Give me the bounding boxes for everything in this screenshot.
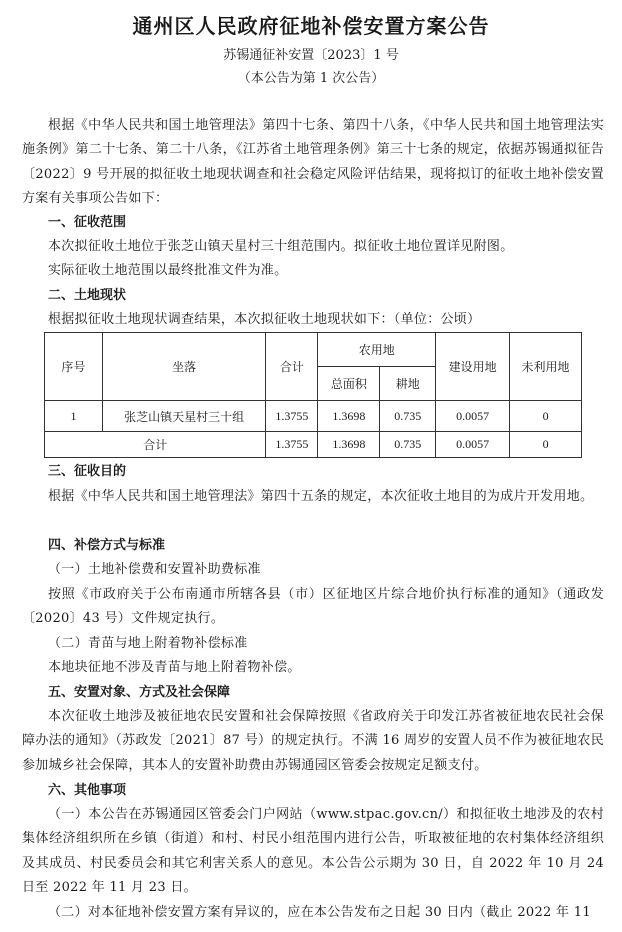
section3-paragraph: 根据《中华人民共和国土地管理法》第四十五条的规定，本次征收土地目的为成片开发用地。: [48, 489, 594, 504]
header-unused: 未利用地: [510, 333, 582, 401]
section5-heading: 五、安置对象、方式及社会保障: [48, 685, 231, 700]
section3-heading: 三、征收目的: [48, 464, 127, 479]
header-farm-total: 总面积: [318, 367, 380, 401]
row-seq: 1: [45, 401, 103, 432]
header-location: 坐落: [102, 333, 266, 401]
document-number: 苏锡通征补安置〔2023〕1 号: [223, 48, 399, 63]
notice-title: 通州区人民政府征地补偿安置方案公告: [132, 14, 490, 38]
sum-unused: 0: [510, 432, 582, 458]
row-farm-total: 1.3698: [318, 401, 380, 432]
section1-line1: 本次拟征收土地位于张芝山镇天星村三十组范围内。拟征收土地位置详见附图。: [48, 239, 514, 254]
section4-line2: 本地块征地不涉及青苗与地上附着物补偿。: [48, 660, 301, 675]
section4-sub2: （二）青苗与地上附着物补偿标准: [48, 636, 248, 651]
section2-heading: 二、土地现状: [48, 288, 127, 303]
row-total: 1.3755: [266, 401, 318, 432]
row-location: 张芝山镇天星村三十组: [102, 401, 266, 432]
section1-line2: 实际征收土地范围以最终批准文件为准。: [48, 263, 288, 278]
sum-label: 合计: [45, 432, 266, 458]
row-arable: 0.735: [380, 401, 436, 432]
intro-paragraph: 根据《中华人民共和国土地管理法》第四十七条、第四十八条，《中华人民共和国土地管理法实施条例》第二十七条、第二十八条，《江苏省土地管理条例》第三十七条的规定，依据苏锡通拟征告〔2022〕9 号开展的拟征收土地现状调查和社会稳定风险评估结果，现将拟订的征收土地补偿安置方案有关事项公告如下：: [22, 118, 604, 207]
header-seq: 序号: [45, 333, 103, 401]
table-row: [45, 401, 582, 432]
sum-total: 1.3755: [266, 432, 318, 458]
section4-sub1: （一）土地补偿费和安置补助费标准: [48, 562, 261, 577]
table-sum-row: [45, 432, 582, 458]
section6-heading: 六、其他事项: [48, 783, 127, 798]
section4-paragraph1: 按照《市政府关于公布南通市所辖各县（市）区征地区片综合地价执行标准的通知》（通政发〔2020〕43 号）文件规定执行。: [22, 587, 604, 627]
header-total: 合计: [266, 333, 318, 401]
row-construction: 0.0057: [436, 401, 510, 432]
land-status-table: [44, 332, 582, 458]
header-arable: 耕地: [380, 367, 436, 401]
section1-heading: 一、征收范围: [48, 215, 127, 230]
header-farmland: 农用地: [318, 333, 436, 367]
sum-farm-total: 1.3698: [318, 432, 380, 458]
row-unused: 0: [510, 401, 582, 432]
header-construction: 建设用地: [436, 333, 510, 401]
section2-line1: 根据拟征收土地现状调查结果，本次拟征收土地现状如下：（单位：公顷）: [48, 312, 481, 327]
section5-paragraph: 本次征收土地涉及被征地农民安置和社会保障按照《省政府关于印发江苏省被征地农民社会保障办法的通知》（苏政发〔2021〕87 号）的规定执行。不满 16 周岁的安置人员不作为被征地农民参加城乡社会保障，其本人的安置补助费由苏锡通园区管委会按规定足额支付。: [22, 709, 604, 773]
sum-construction: 0.0057: [436, 432, 510, 458]
notice-sequence: （本公告为第 1 次公告）: [237, 71, 385, 86]
section6-paragraph1: （一）本公告在苏锡通园区管委会门户网站（www.stpac.gov.cn/）和拟征收土地涉及的农村集体经济组织所在乡镇（街道）和村、村民小组范围内进行公告，听取被征地的农村集体经济组织及其成员、村民委员会和其它利害关系人的意见。本公告公示期为 30 日，自 2022 年 10 月 24 日至 2022 年 11 月 23 日。: [22, 807, 604, 896]
section4-heading: 四、补偿方式与标准: [48, 538, 166, 553]
section6-paragraph2: （二）对本征地补偿安置方案有异议的，应在本公告发布之日起 30 日内（截止 2022 年 11: [48, 905, 591, 920]
sum-arable: 0.735: [380, 432, 436, 458]
table-header-row: [45, 333, 582, 367]
